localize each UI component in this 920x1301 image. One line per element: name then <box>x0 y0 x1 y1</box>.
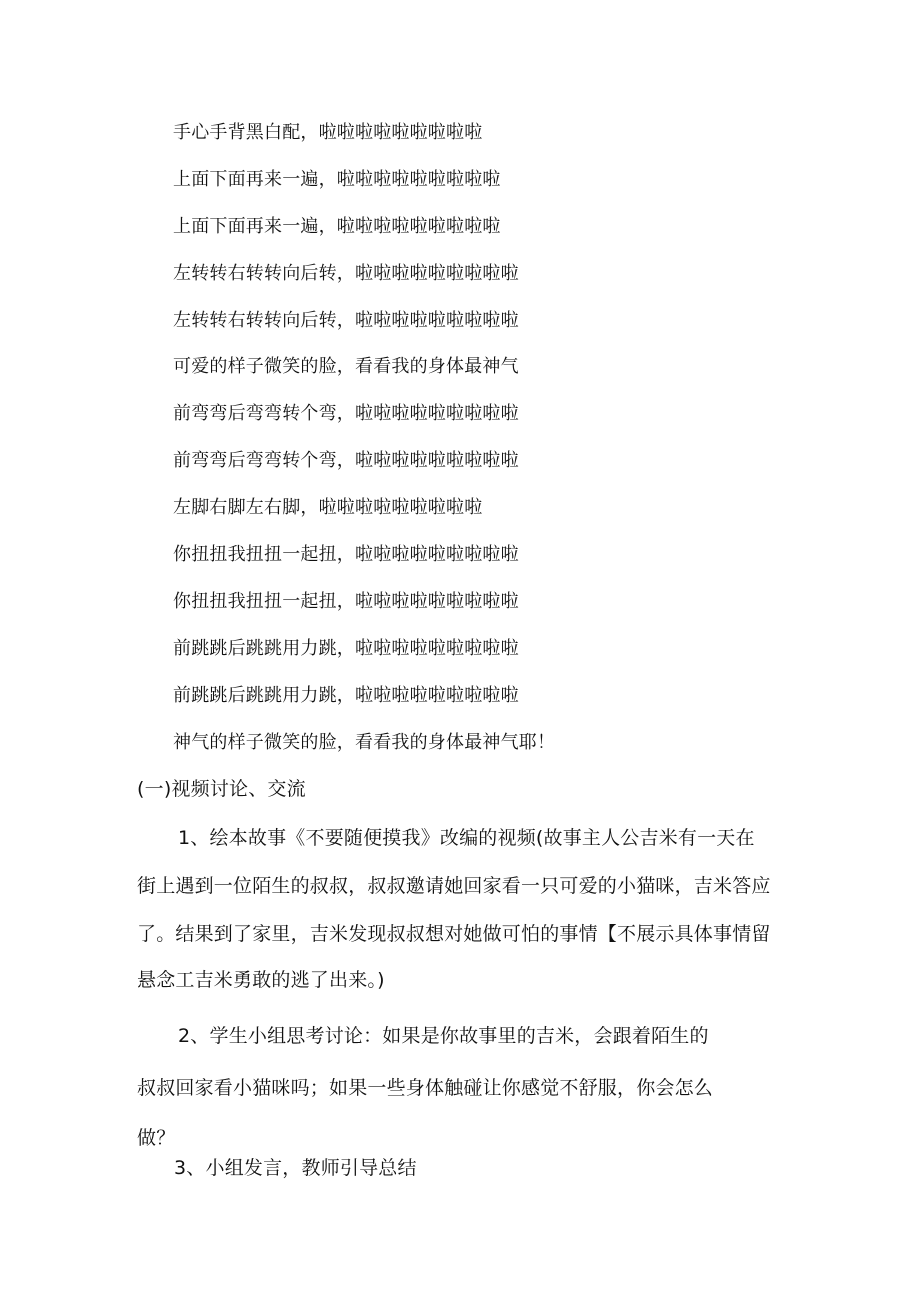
section-heading: (一)视频讨论、交流 <box>137 778 306 800</box>
lyric-line: 神气的样子微笑的脸，看看我的身体最神气耶！ <box>173 732 556 753</box>
lyric-line: 手心手背黑白配，啦啦啦啦啦啦啦啦啦 <box>173 122 483 143</box>
item2-line1: 2、学生小组思考讨论：如果是你故事里的吉米，会跟着陌生的 <box>178 1025 709 1047</box>
lyric-line: 前弯弯后弯弯转个弯，啦啦啦啦啦啦啦啦啦 <box>173 403 519 424</box>
item2-line3: 做？ <box>137 1127 176 1149</box>
lyric-line: 你扭扭我扭扭一起扭，啦啦啦啦啦啦啦啦啦 <box>173 591 519 612</box>
item1-line4: 悬念工吉米勇敢的逃了出来。) <box>137 969 385 991</box>
lyric-line: 你扭扭我扭扭一起扭，啦啦啦啦啦啦啦啦啦 <box>173 544 519 565</box>
lyric-line: 前跳跳后跳跳用力跳，啦啦啦啦啦啦啦啦啦 <box>173 685 519 706</box>
lyric-line: 左脚右脚左右脚，啦啦啦啦啦啦啦啦啦 <box>173 497 483 518</box>
lyric-line: 前跳跳后跳跳用力跳，啦啦啦啦啦啦啦啦啦 <box>173 638 519 659</box>
item2-line2: 叔叔回家看小猫咪吗；如果一些身体触碰让你感觉不舒服，你会怎么 <box>137 1077 714 1099</box>
item1-line3: 了。结果到了家里，吉米发现叔叔想对她做可怕的事情【不展示具体事情留 <box>137 923 771 945</box>
lyric-line: 上面下面再来一遍，啦啦啦啦啦啦啦啦啦 <box>173 216 501 237</box>
item1-line1: 1、绘本故事《不要随便摸我》改编的视频(故事主人公吉米有一天在 <box>178 827 755 849</box>
item3-line1: 3、小组发言，教师引导总结 <box>174 1157 417 1179</box>
lyric-line: 左转转右转转向后转，啦啦啦啦啦啦啦啦啦 <box>173 310 519 331</box>
item1-line2: 街上遇到一位陌生的叔叔，叔叔邀请她回家看一只可爱的小猫咪，吉米答应 <box>137 875 771 897</box>
lyric-line: 可爱的样子微笑的脸，看看我的身体最神气 <box>173 356 519 377</box>
lyric-line: 左转转右转转向后转，啦啦啦啦啦啦啦啦啦 <box>173 263 519 284</box>
lyric-line: 前弯弯后弯弯转个弯，啦啦啦啦啦啦啦啦啦 <box>173 450 519 471</box>
lyric-line: 上面下面再来一遍，啦啦啦啦啦啦啦啦啦 <box>173 169 501 190</box>
